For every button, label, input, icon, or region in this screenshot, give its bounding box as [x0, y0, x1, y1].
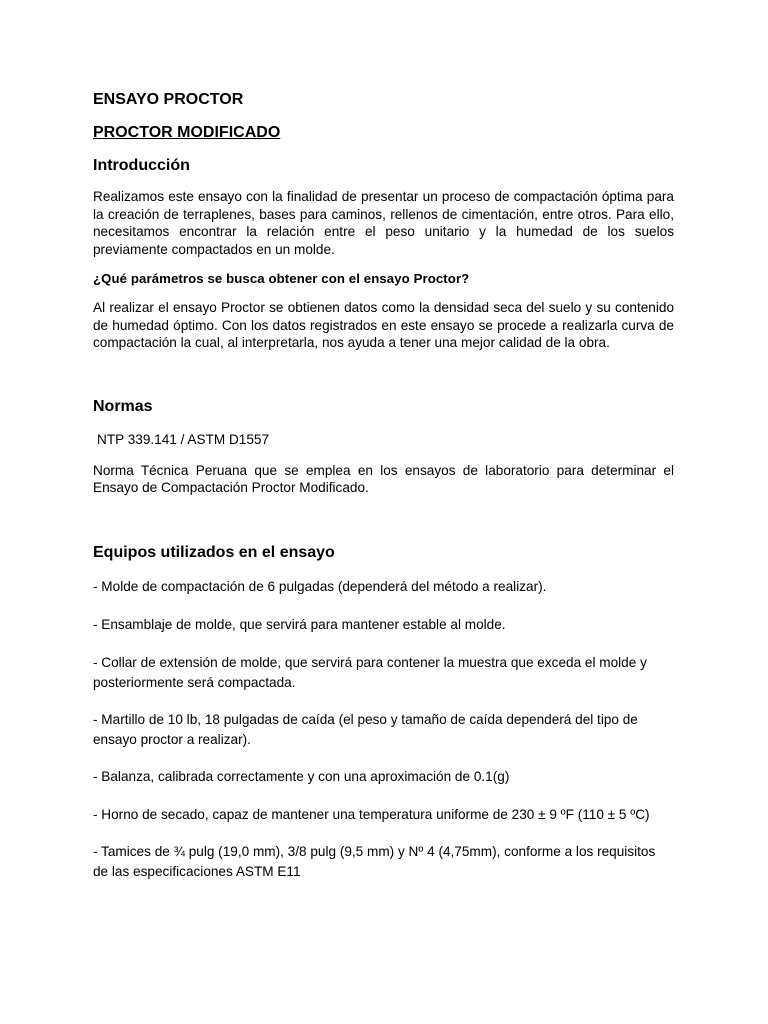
equipos-item: - Molde de compactación de 6 pulgadas (dependerá del método a realizar). [93, 578, 547, 594]
equipos-item: - Tamices de ¾ pulg (19,0 mm), 3/8 pulg (9,5 mm) y Nº 4 (4,75mm), conforme a los requisitos de las especificaciones ASTM E11 [93, 843, 656, 879]
normas-code: NTP 339.141 / ASTM D1557 [97, 431, 270, 447]
normas-heading: Normas [93, 397, 153, 415]
document-subtitle: PROCTOR MODIFICADO [93, 124, 281, 141]
equipos-item: - Balanza, calibrada correctamente y con una aproximación de 0.1(g) [93, 768, 510, 784]
intro-heading: Introducción [93, 157, 190, 174]
equipos-heading: Equipos utilizados en el ensayo [93, 543, 335, 561]
normas-paragraph: Norma Técnica Peruana que se emplea en los ensayos de laboratorio para determinar el Ensayo de Compactación Proctor Modificado. [93, 462, 674, 495]
equipos-item: - Ensamblaje de molde, que servirá para mantener estable al molde. [93, 616, 506, 632]
document-page [93, 90, 674, 882]
document-title: ENSAYO PROCTOR [93, 91, 244, 108]
equipos-item: - Martillo de 10 lb, 18 pulgadas de caída (el peso y tamaño de caída dependerá del tipo de ensayo proctor a realizar). [93, 711, 638, 747]
equipos-item: - Collar de extensión de molde, que servirá para contener la muestra que exceda el molde y posteriormente será compactada. [93, 654, 647, 690]
intro-paragraph: Realizamos este ensayo con la finalidad de presentar un proceso de compactación óptima para la creación de terraplenes, bases para caminos, rellenos de cimentación, entre otros. Para ello, necesitamos encontrar la relación entre el peso unitario y la humedad de los suelos previamente compactados en un molde. [93, 189, 674, 257]
intro-question: ¿Qué parámetros se busca obtener con el ensayo Proctor? [93, 271, 470, 286]
intro-answer: Al realizar el ensayo Proctor se obtienen datos como la densidad seca del suelo y su contenido de humedad óptimo. Con los datos registrados en este ensayo se procede a realizarla curva de compactación la cual, al interpretarla, nos ayuda a tener una mejor calidad de la obra. [93, 300, 674, 350]
equipos-item: - Horno de secado, capaz de mantener una temperatura uniforme de 230 ± 9 ºF (110 ± 5 ºC) [93, 806, 650, 822]
